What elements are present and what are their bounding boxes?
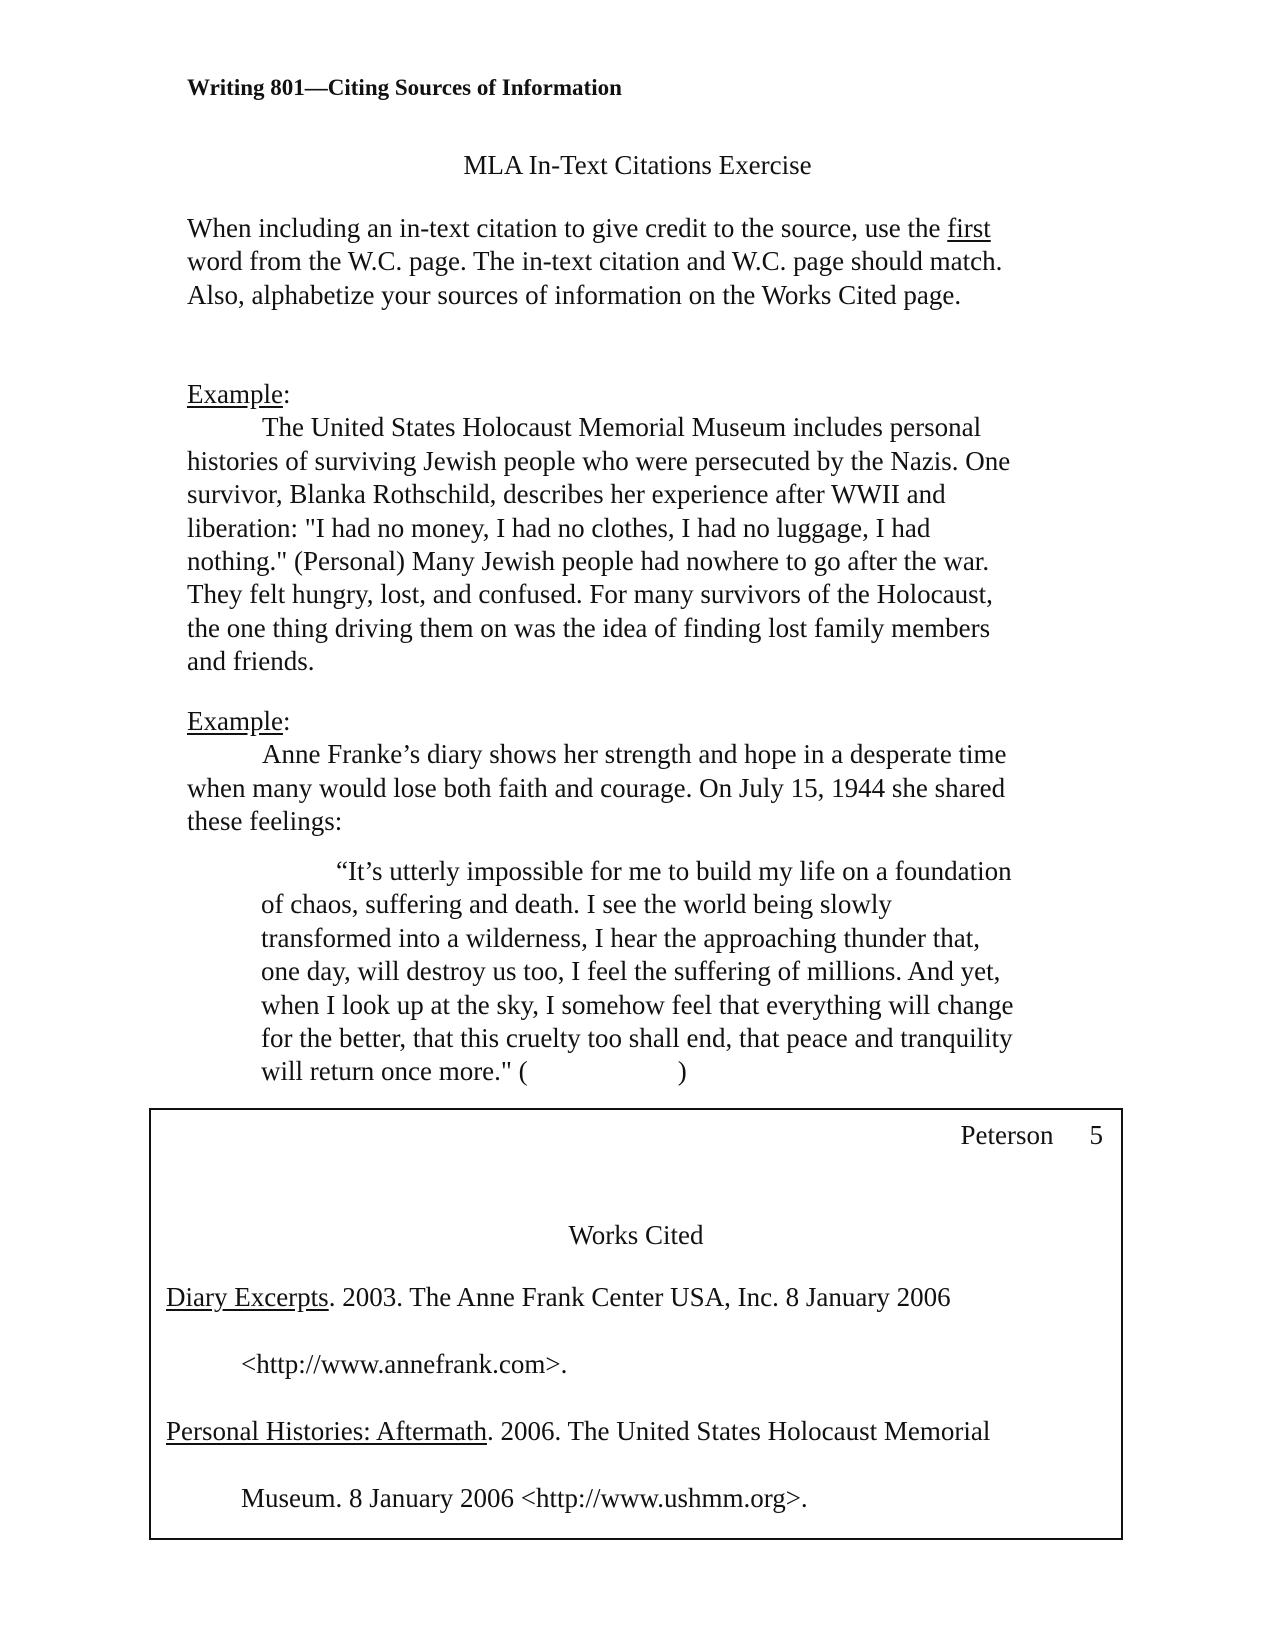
example-1-line: histories of surviving Jewish people who were persecuted by the Nazis. One — [187, 445, 1011, 476]
entry-continuation: <http://www.annefrank.com>. — [241, 1349, 568, 1379]
example-2-label-text: Example — [187, 706, 283, 736]
works-cited-title: Works Cited — [568, 1220, 704, 1250]
block-quote — [261, 855, 1081, 1089]
works-cited-entry — [166, 1264, 951, 1398]
entry-details: . 2006. The United States Holocaust Memorial — [486, 1416, 991, 1446]
entry-details: . 2003. The Anne Frank Center USA, Inc. 8 January 2006 — [328, 1282, 951, 1312]
example-2-line-text: Anne Franke’s diary shows her strength and hope in a desperate time — [262, 739, 1007, 770]
entry-title: Diary Excerpts — [166, 1282, 329, 1312]
example-1-section — [187, 378, 1087, 679]
example-2-line: these feelings: — [187, 806, 343, 837]
example-1-line: and friends. — [187, 646, 315, 677]
example-1-label-colon: : — [282, 379, 291, 409]
running-head-name: Peterson — [960, 1120, 1054, 1150]
quote-line — [261, 855, 1081, 888]
course-header: Writing 801—Citing Sources of Information — [187, 75, 622, 100]
example-2-line: when many would lose both faith and courage. On July 15, 1944 she shared — [187, 772, 1006, 803]
quote-line: for the better, that this cruelty too shall end, that peace and tranquility — [261, 1023, 1013, 1054]
works-cited-entry — [166, 1398, 990, 1532]
example-2-label — [187, 705, 1087, 738]
quote-line: one day, will destroy us too, I feel the suffering of millions. And yet, — [261, 956, 1001, 987]
running-head — [961, 1120, 1103, 1151]
example-2-section — [187, 705, 1087, 839]
quote-line-last — [261, 1055, 1081, 1088]
entry-continuation: Museum. 8 January 2006 <http://www.ushmm.org>. — [241, 1483, 808, 1513]
example-1-line: liberation: "I had no money, I had no clothes, I had no luggage, I had — [187, 512, 931, 543]
example-1-line — [187, 411, 1087, 444]
intro-line-2: word from the W.C. page. The in-text citation and W.C. page should match. — [187, 246, 1003, 277]
intro-line-3: Also, alphabetize your sources of information on the Works Cited page. — [187, 279, 962, 310]
example-1-label — [187, 378, 1087, 411]
quote-line-text: “It’s utterly impossible for me to build my life on a foundation — [336, 856, 1012, 886]
page-title: MLA In-Text Citations Exercise — [463, 150, 812, 180]
example-1-line: They felt hungry, lost, and confused. For many survivors of the Holocaust, — [187, 579, 993, 610]
intro-emphasis-first: first — [947, 213, 991, 243]
citation-close-paren: ) — [677, 1056, 687, 1087]
example-1-line: the one thing driving them on was the idea of finding lost family members — [187, 612, 991, 643]
example-1-line-text: The United States Holocaust Memorial Museum includes personal — [262, 412, 982, 443]
intro-paragraph — [187, 212, 1087, 312]
entry-line — [166, 1264, 951, 1331]
entry-title: Personal Histories: Aftermath — [166, 1416, 487, 1446]
example-1-label-text: Example — [187, 379, 283, 409]
example-2-line — [187, 738, 1087, 771]
example-1-line: survivor, Blanka Rothschild, describes her experience after WWII and — [187, 479, 946, 510]
quote-line: of chaos, suffering and death. I see the world being slowly — [261, 889, 892, 920]
quote-line: when I look up at the sky, I somehow feel that everything will change — [261, 989, 1014, 1020]
quote-line: transformed into a wilderness, I hear the approaching thunder that, — [261, 922, 981, 953]
example-2-label-colon: : — [282, 706, 291, 736]
intro-line-1-text: When including an in-text citation to give credit to the source, use the — [187, 213, 948, 243]
running-head-page-number: 5 — [1089, 1120, 1103, 1150]
entry-line — [166, 1398, 990, 1465]
example-1-line: nothing." (Personal) Many Jewish people had nowhere to go after the war. — [187, 546, 990, 577]
quote-last-text: will return once more." ( — [261, 1056, 528, 1087]
works-cited-box — [149, 1108, 1123, 1540]
intro-line-1 — [187, 212, 1087, 245]
